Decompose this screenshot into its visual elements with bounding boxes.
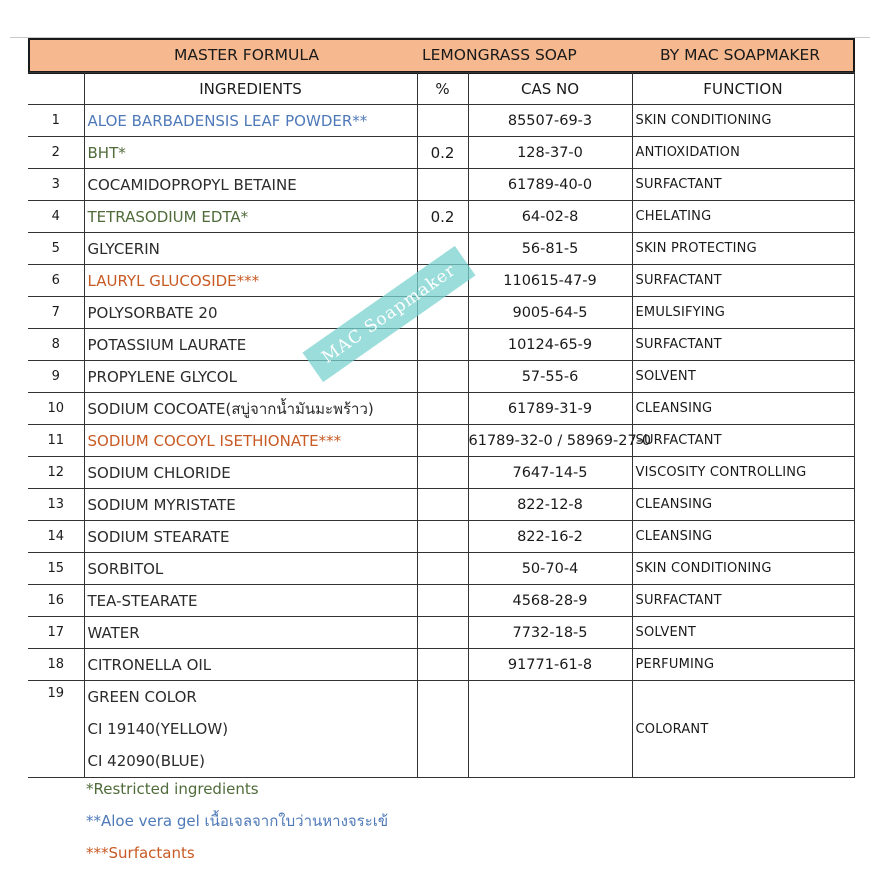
colorant-line: CI 42090(BLUE) xyxy=(87,752,205,770)
table-row xyxy=(28,553,854,585)
ingredient-percent xyxy=(417,457,468,489)
header-ingredients: INGREDIENTS xyxy=(84,73,417,105)
ingredient-percent xyxy=(417,393,468,425)
ingredient-name: SODIUM STEARATE xyxy=(84,521,417,553)
header-function: FUNCTION xyxy=(632,73,854,105)
ingredient-function: CHELATING xyxy=(632,201,854,233)
ingredient-percent xyxy=(417,105,468,137)
table-row xyxy=(28,361,854,393)
table-row xyxy=(28,137,854,169)
note-restricted: *Restricted ingredients xyxy=(86,780,259,798)
ingredient-percent xyxy=(417,361,468,393)
row-number: 13 xyxy=(28,489,84,521)
ingredient-function: SKIN PROTECTING xyxy=(632,233,854,265)
row-number: 12 xyxy=(28,457,84,489)
ingredient-function: SKIN CONDITIONING xyxy=(632,105,854,137)
note-aloe: **Aloe vera gel เนื้อเจลจากใบว่านหางจระเข้ xyxy=(86,812,389,830)
ingredient-name: GLYCERIN xyxy=(84,233,417,265)
ingredient-name: SORBITOL xyxy=(84,553,417,585)
note-surfactants: ***Surfactants xyxy=(86,844,195,862)
ingredient-name: CITRONELLA OIL xyxy=(84,649,417,681)
row-number: 15 xyxy=(28,553,84,585)
row-number: 9 xyxy=(28,361,84,393)
ingredients-table xyxy=(28,72,855,778)
row-number: 8 xyxy=(28,329,84,361)
ingredient-percent xyxy=(417,489,468,521)
ingredient-percent xyxy=(417,169,468,201)
row-number: 10 xyxy=(28,393,84,425)
cas-number: 110615-47-9 xyxy=(468,265,632,297)
ingredient-name: ALOE BARBADENSIS LEAF POWDER** xyxy=(84,105,417,137)
cas-number: 50-70-4 xyxy=(468,553,632,585)
ingredient-name: POLYSORBATE 20 xyxy=(84,297,417,329)
ingredient-name: PROPYLENE GLYCOL xyxy=(84,361,417,393)
cas-number: 9005-64-5 xyxy=(468,297,632,329)
footnotes xyxy=(86,776,388,872)
header-percent: % xyxy=(417,73,468,105)
ingredient-function: COLORANT xyxy=(632,681,854,778)
cas-number: 10124-65-9 xyxy=(468,329,632,361)
ingredient-percent xyxy=(417,649,468,681)
ingredient-percent xyxy=(417,553,468,585)
ingredient-function: SURFACTANT xyxy=(632,169,854,201)
table-row xyxy=(28,105,854,137)
row-number: 7 xyxy=(28,297,84,329)
ingredient-function: CLEANSING xyxy=(632,393,854,425)
row-number: 4 xyxy=(28,201,84,233)
table-row xyxy=(28,201,854,233)
table-row xyxy=(28,169,854,201)
row-number: 16 xyxy=(28,585,84,617)
product-name: LEMONGRASS SOAP xyxy=(422,46,577,64)
ingredient-function: CLEANSING xyxy=(632,521,854,553)
table-header-row xyxy=(28,73,854,105)
colorant-line: CI 19140(YELLOW) xyxy=(87,720,229,738)
colorant-ingredients xyxy=(84,681,417,778)
colorant-line: GREEN COLOR xyxy=(87,688,197,706)
ingredient-name: TEA-STEARATE xyxy=(84,585,417,617)
row-number: 1 xyxy=(28,105,84,137)
table-row-colorant xyxy=(28,681,854,778)
ingredient-name: SODIUM MYRISTATE xyxy=(84,489,417,521)
row-number: 5 xyxy=(28,233,84,265)
ingredient-name: TETRASODIUM EDTA* xyxy=(84,201,417,233)
ingredient-name: SODIUM COCOATE(สบู่จากน้ำมันมะพร้าว) xyxy=(84,393,417,425)
ingredient-name: BHT* xyxy=(84,137,417,169)
row-number: 18 xyxy=(28,649,84,681)
row-number: 6 xyxy=(28,265,84,297)
ingredient-name: WATER xyxy=(84,617,417,649)
row-number: 11 xyxy=(28,425,84,457)
table-row xyxy=(28,649,854,681)
ingredient-percent: 0.2 xyxy=(417,201,468,233)
row-number: 17 xyxy=(28,617,84,649)
cas-number: 822-12-8 xyxy=(468,489,632,521)
table-row xyxy=(28,457,854,489)
ingredient-name: SODIUM CHLORIDE xyxy=(84,457,417,489)
table-row xyxy=(28,585,854,617)
ingredient-percent xyxy=(417,521,468,553)
ingredient-function: VISCOSITY CONTROLLING xyxy=(632,457,854,489)
ingredient-function: EMULSIFYING xyxy=(632,297,854,329)
ingredient-name: SODIUM COCOYL ISETHIONATE*** xyxy=(84,425,417,457)
header-number-cell xyxy=(28,73,84,105)
ingredient-function: SOLVENT xyxy=(632,617,854,649)
table-row xyxy=(28,489,854,521)
cas-number: 61789-32-0 / 58969-27-0 xyxy=(468,425,632,457)
ingredient-percent: 0.2 xyxy=(417,137,468,169)
cas-number: 85507-69-3 xyxy=(468,105,632,137)
watermark: MAC Soapmaker xyxy=(302,246,475,382)
ingredient-function: PERFUMING xyxy=(632,649,854,681)
ingredient-function: SURFACTANT xyxy=(632,425,854,457)
row-number: 19 xyxy=(28,681,84,778)
cas-number: 61789-31-9 xyxy=(468,393,632,425)
master-formula-label: MASTER FORMULA xyxy=(174,46,319,64)
table-row xyxy=(28,425,854,457)
ingredient-function: SURFACTANT xyxy=(632,329,854,361)
ingredient-name: POTASSIUM LAURATE xyxy=(84,329,417,361)
ingredient-function: ANTIOXIDATION xyxy=(632,137,854,169)
cas-number: 7647-14-5 xyxy=(468,457,632,489)
ingredient-percent xyxy=(417,329,468,361)
ingredient-function: SURFACTANT xyxy=(632,585,854,617)
ingredient-percent xyxy=(417,585,468,617)
table-row xyxy=(28,521,854,553)
ingredient-percent xyxy=(417,425,468,457)
cas-number: 57-55-6 xyxy=(468,361,632,393)
table-row xyxy=(28,393,854,425)
ingredient-function: SURFACTANT xyxy=(632,265,854,297)
cas-number: 7732-18-5 xyxy=(468,617,632,649)
table-row xyxy=(28,297,854,329)
maker-label: BY MAC SOAPMAKER xyxy=(660,46,821,64)
ingredient-name: LAURYL GLUCOSIDE*** xyxy=(84,265,417,297)
header-cas: CAS NO xyxy=(468,73,632,105)
cas-number: 56-81-5 xyxy=(468,233,632,265)
row-number: 2 xyxy=(28,137,84,169)
cas-number xyxy=(468,681,632,778)
cas-number: 61789-40-0 xyxy=(468,169,632,201)
table-row xyxy=(28,617,854,649)
cas-number: 822-16-2 xyxy=(468,521,632,553)
formula-banner xyxy=(28,38,855,74)
cas-number: 91771-61-8 xyxy=(468,649,632,681)
cas-number: 4568-28-9 xyxy=(468,585,632,617)
table-row xyxy=(28,329,854,361)
row-number: 3 xyxy=(28,169,84,201)
ingredient-name: COCAMIDOPROPYL BETAINE xyxy=(84,169,417,201)
ingredient-percent xyxy=(417,681,468,778)
cas-number: 64-02-8 xyxy=(468,201,632,233)
ingredient-function: SOLVENT xyxy=(632,361,854,393)
ingredient-function: SKIN CONDITIONING xyxy=(632,553,854,585)
ingredient-function: CLEANSING xyxy=(632,489,854,521)
row-number: 14 xyxy=(28,521,84,553)
ingredient-percent xyxy=(417,617,468,649)
cas-number: 128-37-0 xyxy=(468,137,632,169)
